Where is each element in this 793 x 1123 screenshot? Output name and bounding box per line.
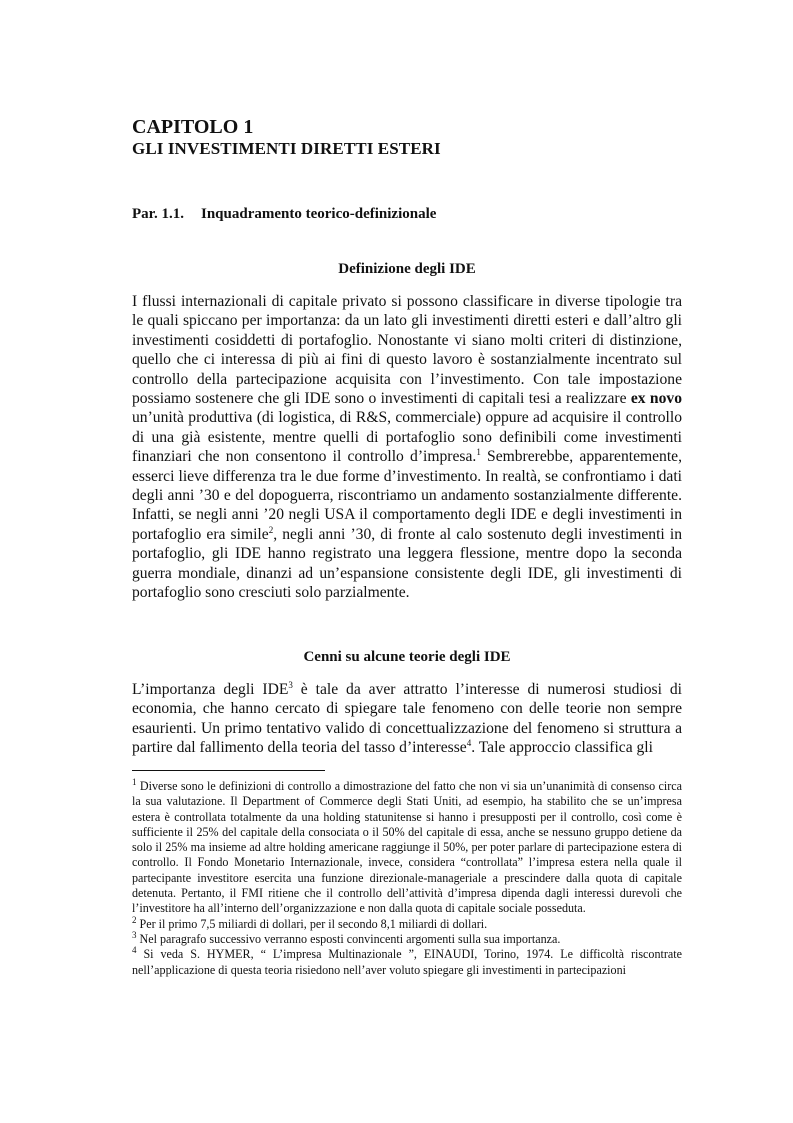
footnote-item xyxy=(132,776,682,917)
footnote-marker: 4 xyxy=(132,945,137,956)
body-text-run: , negli anni ’30, di fronte al calo sostenuto degli investimenti in portafoglio, gli IDE hanno registrato una leggera flessione, mentre dopo la seconda guerra mondiale, dinanzi ad un’espansione consistente degli IDE, gli investimenti di portafoglio sono cresciuti solo parzialmente. xyxy=(132,525,682,602)
body-text-run: un’unità produttiva (di logistica, di R&S, commerciale) oppure ad acquisire il controllo di una già esistente, mentre quelli di portafoglio sono definibili come investimenti finanziari che non consentono il controllo d’impresa. xyxy=(132,409,682,466)
paragraph-number: Par. 1.1. xyxy=(132,206,184,222)
section-body-teorie xyxy=(132,680,682,758)
section-body-definizione xyxy=(132,292,682,603)
footnote-marker: 2 xyxy=(132,914,137,925)
paragraph-heading xyxy=(132,204,436,224)
footnote-item xyxy=(132,914,682,932)
footnote-text: Si veda S. HYMER, “ L’impresa Multinazionale ”, EINAUDI, Torino, 1974. Le difficoltà riscontrate nell’applicazione di questa teoria risiedono nell’aver voluto spiegare gli investimenti in partecipazioni xyxy=(132,947,682,977)
chapter-subtitle: GLI INVESTIMENTI DIRETTI ESTERI xyxy=(132,139,441,158)
body-text-run: Sembrerebbe, apparentemente, esserci lieve differenza tra le due forme d’investimento. In realtà, se confrontiamo i dati degli anni ’30 e del dopoguerra, riscontriamo un andamento sostanzialmente differente. Infatti, se negli anni ’20 negli USA il comportamento degli IDE e degli investimenti in portafoglio era simile xyxy=(132,448,683,543)
footnote-reference: 4 xyxy=(466,738,472,749)
footnote-text: Per il primo 7,5 miliardi di dollari, per il secondo 8,1 miliardi di dollari. xyxy=(136,916,488,931)
footnote-item xyxy=(132,929,682,947)
section-heading-definizione: Definizione degli IDE xyxy=(338,261,476,277)
body-text-run: . Tale approccio classifica gli xyxy=(471,739,653,757)
footnote-text: Nel paragrafo successivo verranno esposti convincenti argomenti sulla sua importanza. xyxy=(136,931,561,946)
body-text-run: I flussi internazionali di capitale privato si possono classificare in diverse tipologie tra le quali spiccano per importanza: da un lato gli investimenti diretti esteri e dall’altro gli investimenti cosiddetti di portafoglio. Nonostante vi siano molti criteri di distinzione, quello che ci interessa di più ai fini di questo lavoro è sostanzialmente incentrato sul controllo della partecipazione acquisita con l’investimento. Con tale impostazione possiamo sostenere che gli IDE sono o investimenti di capitali tesi a realizzare xyxy=(132,293,682,408)
footnote-item xyxy=(132,947,682,978)
footnote-marker: 3 xyxy=(132,929,137,940)
footnote-marker: 1 xyxy=(132,776,137,787)
footnotes xyxy=(132,776,682,978)
paragraph-title: Inquadramento teorico-definizionale xyxy=(201,206,437,222)
section-heading-teorie: Cenni su alcune teorie degli IDE xyxy=(303,649,511,665)
footnote-text: Diverse sono le definizioni di controllo a dimostrazione del fatto che non vi sia un’unanimità di consenso circa la sua valutazione. Il Department of Commerce degli Stati Uniti, ad esempio, ha stabilito che se un’impresa estera è controllata totalmente da una holding statunitense si hanno i presupposti per il controllo, così come è sufficiente il 25% del capitale della consociata o il 50% del capitale di essa, anche se nessuno gruppo detiene da solo il 25% ma insieme ad altre holding americane raggiunge il 50%, per poter parlare di partecipazione estera di controllo. Il Fondo Monetario Internazionale, invece, considera “controllata” l’impresa estera nella quale il partecipante investitore esercita una funzione direzionale-manageriale a prescindere dalla quota di capitale detenuta. Pertanto, il FMI ritiene che il controllo dell’attività d’impresa dipenda dagli interessi durevoli che l’investitore ha all’interno dell’organizzazione e non dalla quota di capitale sociale posseduta. xyxy=(132,779,682,916)
footnote-separator xyxy=(132,770,325,771)
footnote-reference: 1 xyxy=(476,447,481,458)
emphasis-text: ex novo xyxy=(630,390,682,408)
body-text-run: è tale da aver attratto l’interesse di numerosi studiosi di economia, che hanno cercato di spiegare tale fenomeno con delle teorie non sempre esaurienti. Un primo tentativo valido di concettualizzazione del fenomeno si struttura a partire dal fallimento della teoria del tasso d’interesse xyxy=(132,681,682,757)
footnote-reference: 2 xyxy=(268,524,274,535)
chapter-title: CAPITOLO 1 xyxy=(132,116,254,138)
footnote-reference: 3 xyxy=(288,679,293,690)
body-text-run: L’importanza degli IDE xyxy=(132,681,289,698)
